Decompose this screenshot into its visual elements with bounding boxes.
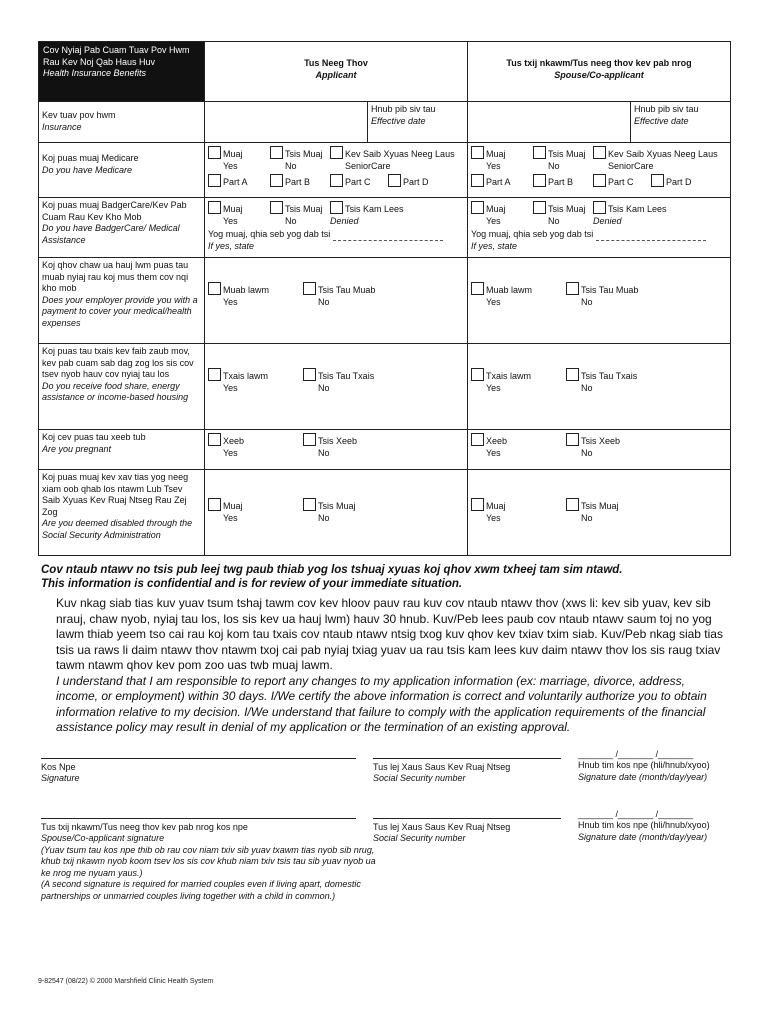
applicant-part-a-checkbox[interactable] [208, 174, 221, 187]
applicant-disabled-options: Muaj Yes Tsis Muaj No [205, 470, 468, 556]
spouse-signature-line[interactable] [41, 818, 356, 819]
applicant-medicare-options: Muaj Yes Tsis Muaj No Kev Saib Xyuas Neeg Laus SeniorCare Part A Part B Part C Part D [205, 143, 468, 198]
spouse-disabled-no-checkbox[interactable] [566, 498, 579, 511]
spouse-foodshare-yes-checkbox[interactable] [471, 368, 484, 381]
badgercare-label: Koj puas muaj BadgerCare/Kev Pab Cuam Rau Kev Kho Mob Do you have BadgerCare/ Medical Assistance [39, 198, 205, 258]
spouse-insurance-cell[interactable] [468, 102, 731, 143]
spouse-disabled-options: Muaj Yes Tsis Muaj No [468, 470, 731, 556]
spouse-foodshare-options: Txais lawm Yes Tsis Tau Txais No [468, 344, 731, 430]
spouse-badgercare-options: Muaj Yes Tsis Muaj No Tsis Kam Lees Denied Yog muaj, qhia seb yog dab tsi If yes, state [468, 198, 731, 258]
spouse-ssn-line[interactable] [373, 818, 561, 819]
applicant-badgercare-no-checkbox[interactable] [270, 201, 283, 214]
benefits-table [38, 41, 731, 556]
spouse-medicare-options: Muaj Yes Tsis Muaj No Kev Saib Xyuas Neeg Laus SeniorCare Part A Part B Part C Part D [468, 143, 731, 198]
medicare-label: Koj puas muaj Medicare Do you have Medicare [39, 143, 205, 198]
applicant-badgercare-state-field[interactable] [333, 232, 443, 241]
spouse-signature-date[interactable]: _______ /_______ /_______ Hnub tim kos npe (hli/hnub/xyoo) Signature date (month/day/year) [578, 808, 710, 842]
spouse-disabled-yes-checkbox[interactable] [471, 498, 484, 511]
applicant-seniorcare-checkbox[interactable] [330, 146, 343, 159]
applicant-badgercare-denied-checkbox[interactable] [330, 201, 343, 214]
spouse-pregnant-no-checkbox[interactable] [566, 433, 579, 446]
applicant-badgercare-yes-checkbox[interactable] [208, 201, 221, 214]
employer-label: Koj qhov chaw ua hauj lwm puas tau muab nyiaj rau koj mus them cov nqi kho mob Does your employer provide you with a payment to cover your medical/health expenses [39, 258, 205, 344]
applicant-part-d-checkbox[interactable] [388, 174, 401, 187]
spouse-badgercare-no-checkbox[interactable] [533, 201, 546, 214]
applicant-medicare-yes-checkbox[interactable] [208, 146, 221, 159]
spouse-foodshare-no-checkbox[interactable] [566, 368, 579, 381]
insurance-label: Kev tuav pov hwm Insurance [39, 102, 205, 143]
spouse-medicare-yes-checkbox[interactable] [471, 146, 484, 159]
disabled-label: Koj puas muaj kev xav tias yog neeg xiam oob qhab los ntawm Lub Tsev Saib Xyuas Kev Ruaj Ntseg Rau Zej Zog Are you deemed disabled through the Social Security Administration [39, 470, 205, 556]
pregnant-label: Koj cev puas tau xeeb tub Are you pregnant [39, 430, 205, 470]
applicant-disabled-yes-checkbox[interactable] [208, 498, 221, 511]
applicant-ssn-line[interactable] [373, 758, 561, 759]
applicant-part-c-checkbox[interactable] [330, 174, 343, 187]
form-title: Cov Nyiaj Pab Cuam Tuav Pov Hwm Rau Kev Noj Qab Haus Huv Health Insurance Benefits [39, 42, 205, 102]
applicant-disabled-no-checkbox[interactable] [303, 498, 316, 511]
spouse-column-header: Tus txij nkawm/Tus neeg thov kev pab nrog Spouse/Co-applicant [468, 42, 731, 102]
applicant-insurance-cell[interactable] [205, 102, 468, 143]
spouse-pregnant-yes-checkbox[interactable] [471, 433, 484, 446]
spouse-badgercare-yes-checkbox[interactable] [471, 201, 484, 214]
spouse-part-d-checkbox[interactable] [651, 174, 664, 187]
confidential-notice: Cov ntaub ntawv no tsis pub leej twg paub thiab yog los tshuaj xyuas koj qhov xwm txheej tam sim ntawd. This information is confidential and is for review of your immediate situation. [41, 564, 623, 590]
spouse-seniorcare-checkbox[interactable] [593, 146, 606, 159]
spouse-badgercare-state-field[interactable] [596, 232, 706, 241]
applicant-pregnant-yes-checkbox[interactable] [208, 433, 221, 446]
spouse-employer-yes-checkbox[interactable] [471, 282, 484, 295]
applicant-signature-row: Kos Npe Signature Tus lej Xaus Saus Kev Ruaj Ntseg Social Security number _______ /_______ /_______ Hnub tim kos npe (hli/hnub/xyoo) Signature date (month/day/year) [41, 748, 710, 783]
applicant-effective-date[interactable]: Hnub pib siv tau Effective date [371, 104, 436, 126]
spouse-employer-options: Muab lawm Yes Tsis Tau Muab No [468, 258, 731, 344]
applicant-column-header: Tus Neeg Thov Applicant [205, 42, 468, 102]
spouse-pregnant-options: Xeeb Yes Tsis Xeeb No [468, 430, 731, 470]
spouse-insurance-field[interactable] [468, 102, 631, 142]
applicant-foodshare-yes-checkbox[interactable] [208, 368, 221, 381]
form-footer: 9-82547 (08/22) © 2000 Marshfield Clinic Health System [38, 978, 214, 985]
applicant-medicare-no-checkbox[interactable] [270, 146, 283, 159]
spouse-signature-row: Tus txij nkawm/Tus neeg thov kev pab nrog kos npe Spouse/Co-applicant signature (Yuav tsum tau kos npe thib ob rau cov niam txiv sib yuav txawm tias nyob sib nrug, khub txij nkawm nyob koom tsev los sis cov khub niam txiv tsis tau sib yuav nyob ua ke nrog me nyuam yaus.) (A second signature is required for married couples even if living apart, domestic partnerships or unmarried couples living together with a child in common.) Tus lej Xaus Saus Kev Ruaj Ntseg Social Security number _______ /_______ /_______ Hnub tim kos npe (hli/hnub/xyoo) Signature date (month/day/year) [41, 808, 710, 901]
applicant-pregnant-options: Xeeb Yes Tsis Xeeb No [205, 430, 468, 470]
applicant-signature-date[interactable]: _______ /_______ /_______ Hnub tim kos npe (hli/hnub/xyoo) Signature date (month/day/year) [578, 748, 710, 782]
applicant-pregnant-no-checkbox[interactable] [303, 433, 316, 446]
form-page [38, 41, 730, 928]
applicant-employer-no-checkbox[interactable] [303, 282, 316, 295]
applicant-part-b-checkbox[interactable] [270, 174, 283, 187]
applicant-foodshare-no-checkbox[interactable] [303, 368, 316, 381]
spouse-employer-no-checkbox[interactable] [566, 282, 579, 295]
spouse-effective-date[interactable]: Hnub pib siv tau Effective date [634, 104, 699, 126]
spouse-badgercare-denied-checkbox[interactable] [593, 201, 606, 214]
spouse-part-b-checkbox[interactable] [533, 174, 546, 187]
applicant-foodshare-options: Txais lawm Yes Tsis Tau Txais No [205, 344, 468, 430]
foodshare-label: Koj puas tau txais kev faib zaub mov, kev pab cuam sab dag zog los sis cov tsev nyob hauv cov nyiaj tau los Do you receive food share, energy assistance or income-based housing [39, 344, 205, 430]
spouse-part-c-checkbox[interactable] [593, 174, 606, 187]
spouse-part-a-checkbox[interactable] [471, 174, 484, 187]
applicant-employer-options: Muab lawm Yes Tsis Tau Muab No [205, 258, 468, 344]
applicant-badgercare-options: Muaj Yes Tsis Muaj No Tsis Kam Lees Denied Yog muaj, qhia seb yog dab tsi If yes, state [205, 198, 468, 258]
certification-paragraph: Kuv nkag siab tias kuv yuav tsum tshaj tawm cov kev hloov pauv rau kuv cov ntaub ntawv thov (xws li: kev sib yuav, kev sib nrauj, chaw nyob, nyiaj tau los, los sis kev ua hauj lwm) hauv 30 hnub. Kuv/Peb lees paub cov ntaub ntawv saum toj no yog lawm thiab yeem tso cai rau koj kom tau txais cov ntaub ntawv ntsig txog kuv qhov kev txiav txim siab. Kuv/Peb nkag siab tias tsis ua raws li daim ntawv thov ntawm txoj cai pab nyiaj txiag yuav ua rau tsis kam lees kuv daim ntawv thov los sis raug txiav tawm ntawm qhov kev pom zoo uas twb muaj lawm. I understand that I am responsible to report any changes to my application information (ex: marriage, divorce, address, income, or employment) within 30 days. I/We certify the above information is correct and voluntarily authorize you to obtain information relative to my decision. I/We understand that failure to comply with the application requirements of the financial assistance policy may result in denial of my application or the termination of an existing approval. [56, 596, 723, 734]
applicant-signature-line[interactable] [41, 758, 356, 759]
applicant-employer-yes-checkbox[interactable] [208, 282, 221, 295]
spouse-medicare-no-checkbox[interactable] [533, 146, 546, 159]
applicant-insurance-field[interactable] [205, 102, 368, 142]
